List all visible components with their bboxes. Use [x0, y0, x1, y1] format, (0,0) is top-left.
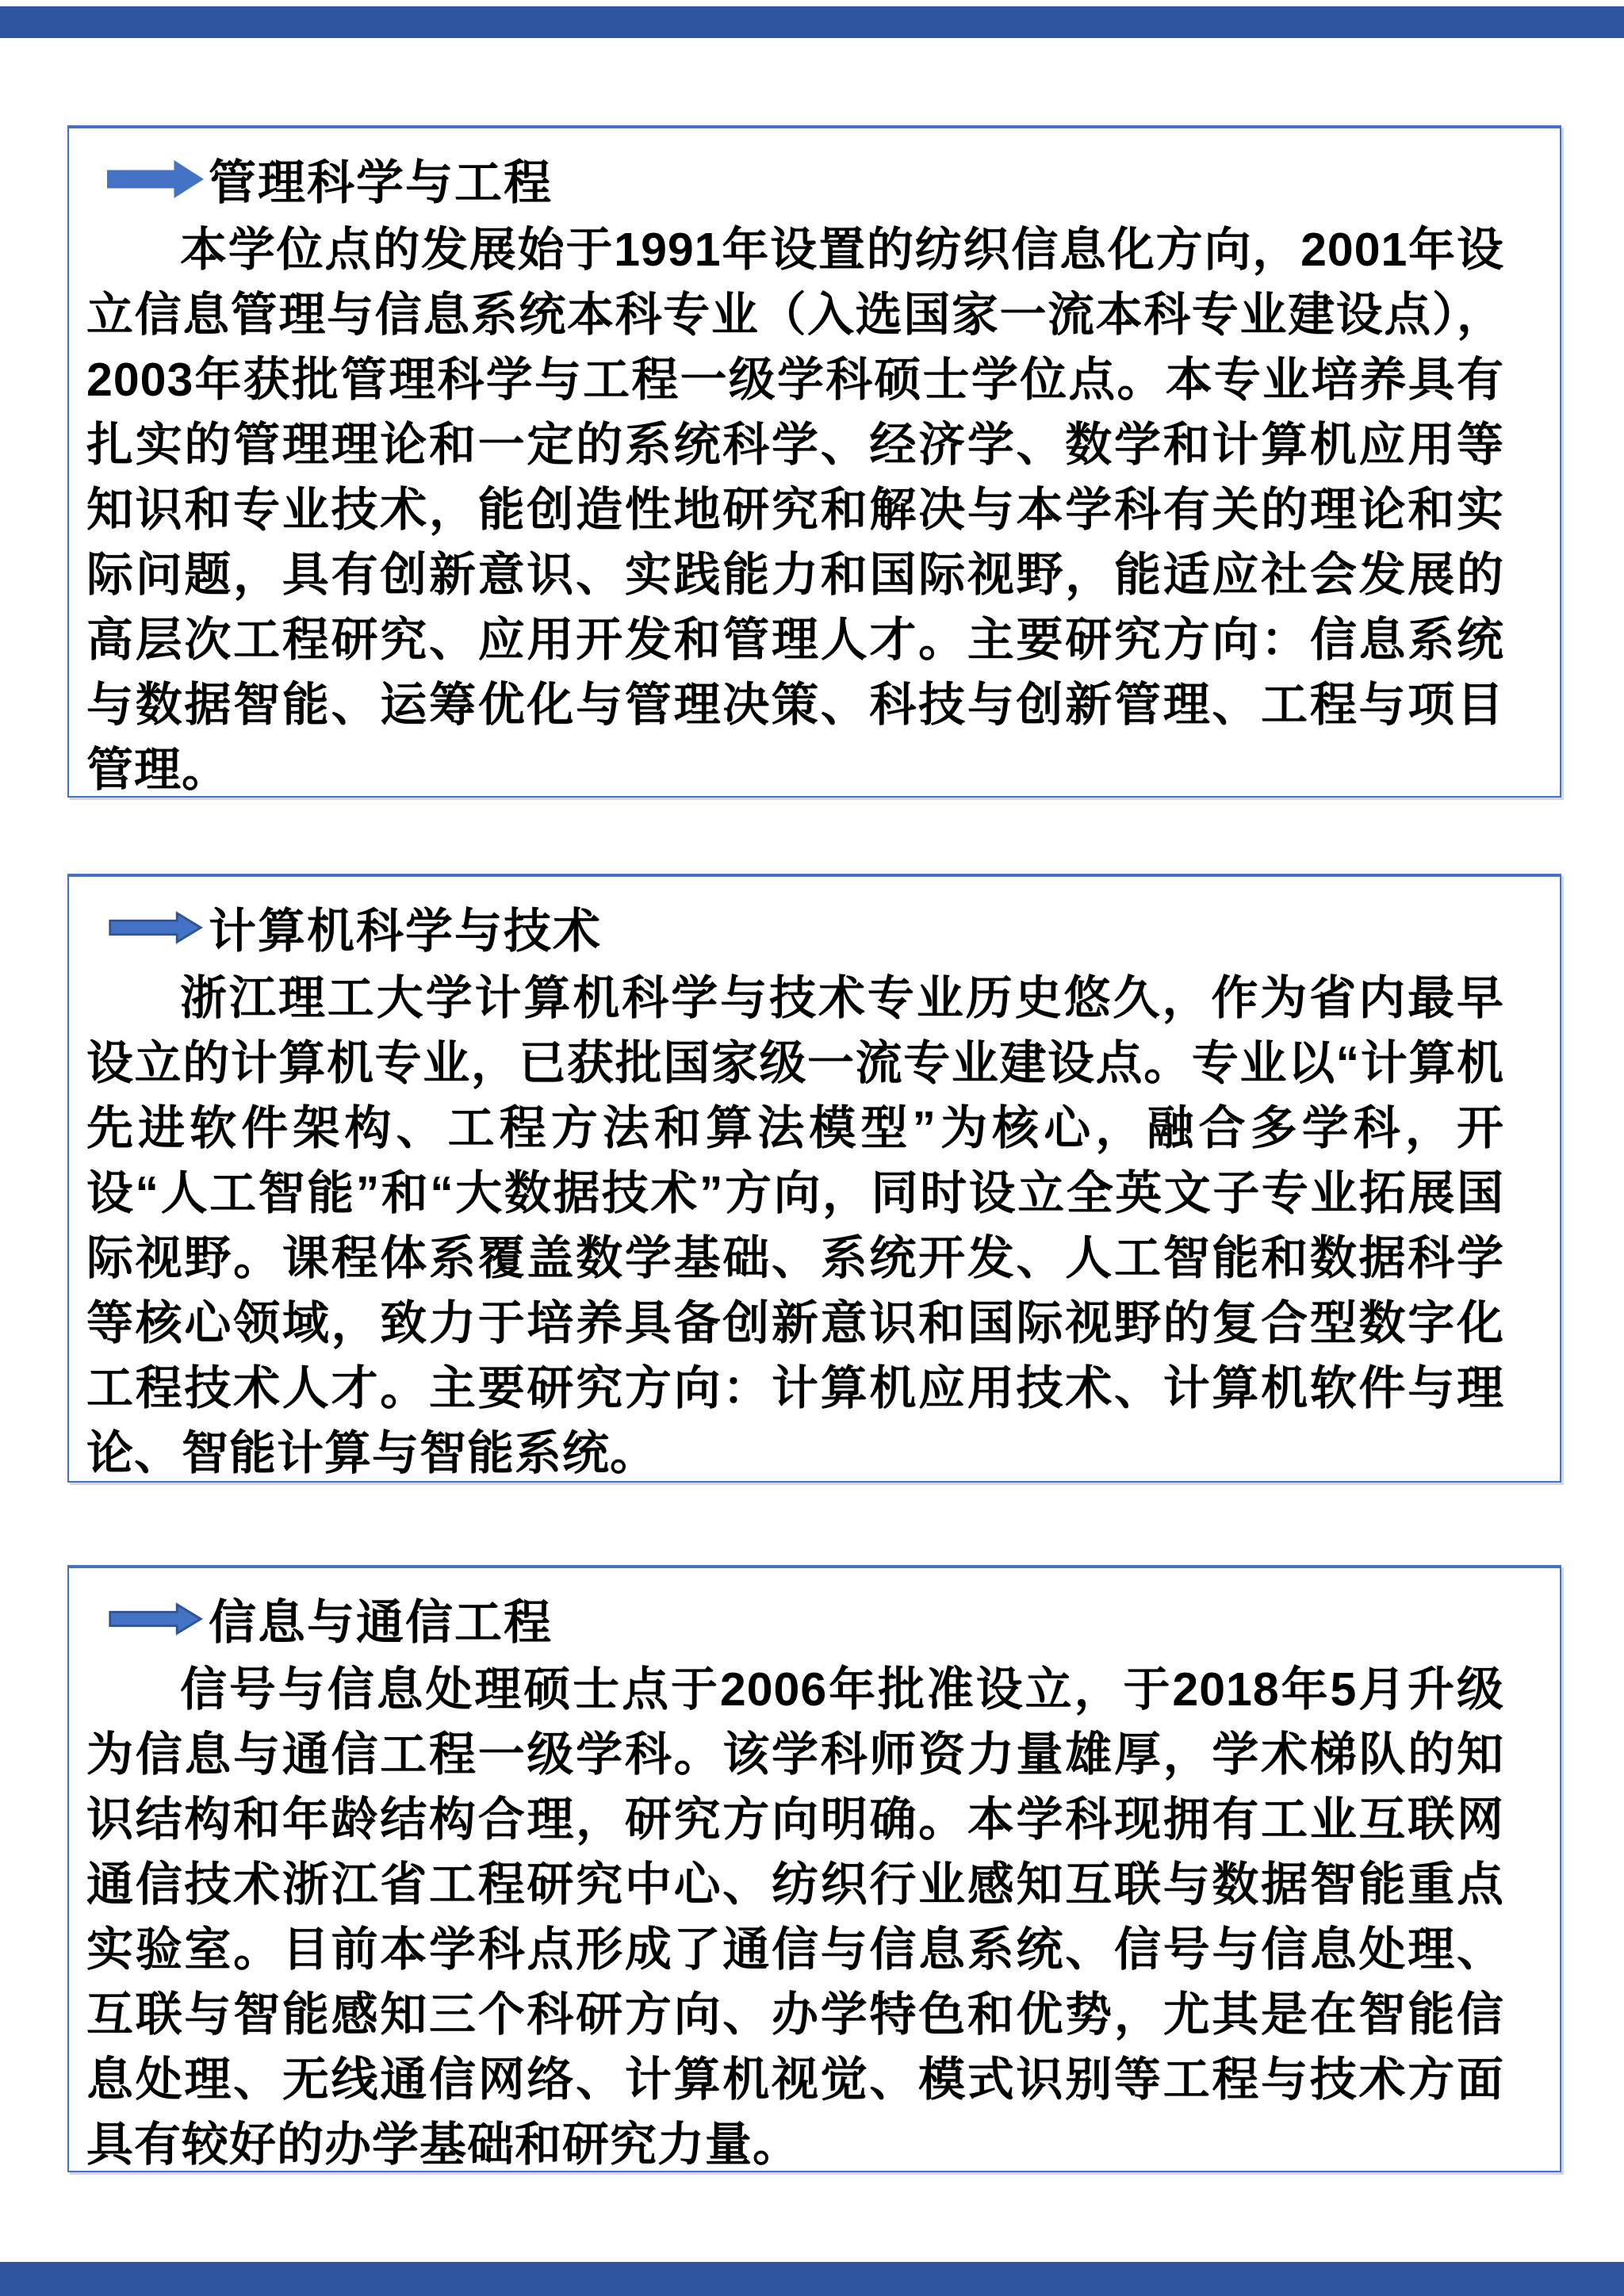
section-title-row — [107, 894, 1504, 961]
section-paragraph: 本学位点的发展始于1991年设置的纺织信息化方向，2001年设立信息管理与信息系统本科专业（入选国家一流本科专业建设点），2003年获批管理科学与工程一级学科硕士学位点。本专业培养具有扎实的管理理论和一定的系统科学、经济学、数学和计算机应用等知识和专业技术，能创造性地研究和解决与本学科有关的理论和实际问题，具有创新意识、实践能力和国际视野，能适应社会发展的高层次工程研究、应用开发和管理人才。主要研究方向：信息系统与数据智能、运筹优化与管理决策、科技与创新管理、工程与项目管理。 — [86, 224, 1504, 796]
section-title-row — [107, 146, 1504, 212]
section-title: 计算机科学与技术 — [209, 905, 602, 958]
section-paragraph: 浙江理工大学计算机科学与技术专业历史悠久，作为省内最早设立的计算机专业，已获批国家级一流专业建设点。专业以“计算机先进软件架构、工程方法和算法模型”为核心，融合多学科，开设“人工智能”和“大数据技术”方向，同时设立全英文子专业拓展国际视野。课程体系覆盖数学基础、系统开发、人工智能和数据科学等核心领域，致力于培养具备创新意识和国际视野的复合型数字化工程技术人才。主要研究方向：计算机应用技术、计算机软件与理论、智能计算与智能系统。 — [86, 972, 1504, 1479]
top-blue-bar — [0, 6, 1624, 38]
section-box — [67, 1565, 1561, 2172]
right-arrow-icon — [107, 1600, 204, 1638]
section-paragraph: 信号与信息处理硕士点于2006年批准设立，于2018年5月升级为信息与通信工程一级学科。该学科师资力量雄厚，学术梯队的知识结构和年龄结构合理，研究方向明确。本学科现拥有工业互联网通信技术浙江省工程研究中心、纺织行业感知互联与数据智能重点实验室。目前本学科点形成了通信与信息系统、信号与信息处理、互联与智能感知三个科研方向、办学特色和优势，尤其是在智能信息处理、无线通信网络、计算机视觉、模式识别等工程与技术方面具有较好的办学基础和研究力量。 — [86, 1663, 1504, 2171]
section-box — [67, 874, 1561, 1483]
section-title: 管理科学与工程 — [209, 156, 553, 209]
section-title: 信息与通信工程 — [209, 1596, 553, 1649]
bottom-blue-bar — [0, 2262, 1624, 2296]
section-box — [67, 125, 1561, 798]
right-arrow-icon — [107, 160, 204, 198]
right-arrow-icon — [107, 909, 204, 947]
section-title-row — [107, 1586, 1504, 1652]
